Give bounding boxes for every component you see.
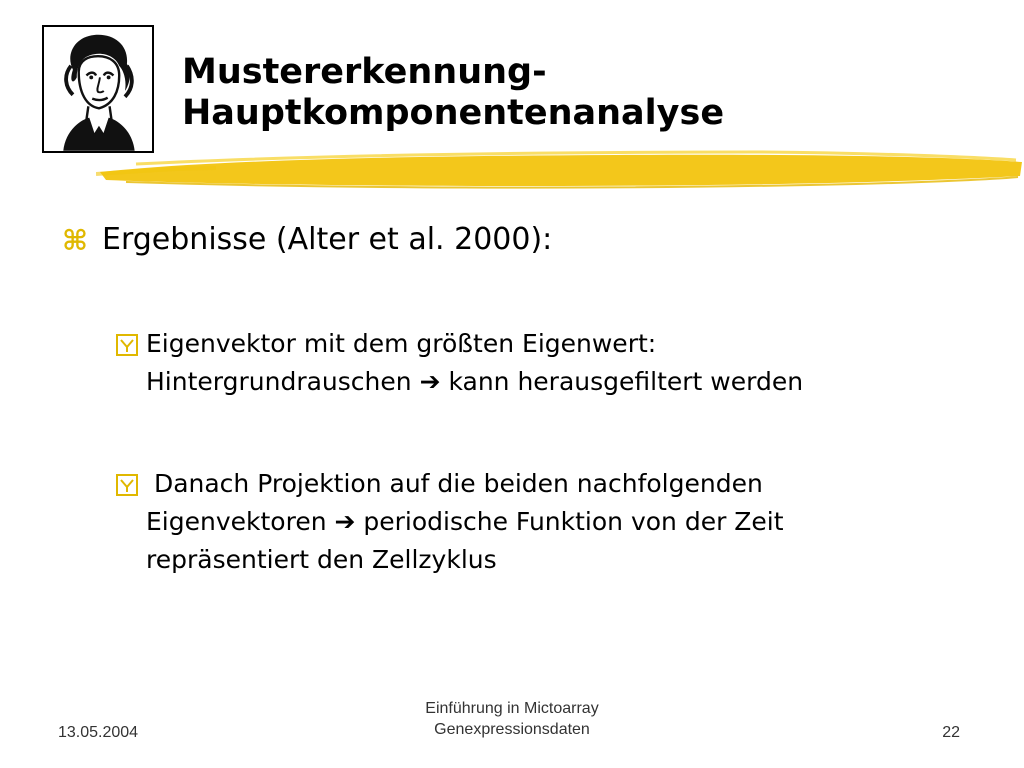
footer-title <box>362 698 662 740</box>
page-number: 22 <box>942 724 960 741</box>
slide-title <box>182 52 982 134</box>
footer-title-line-1: Einführung in Mictoarray <box>425 700 599 717</box>
checkbox-y-icon <box>116 334 138 356</box>
checkbox-y-icon <box>116 474 138 496</box>
footer-date: 13.05.2004 <box>58 724 139 741</box>
sub-bullet-2-line-1: Danach Projektion auf die beiden nachfolgenden <box>146 469 763 498</box>
sub-bullet-2-line-2 <box>116 503 996 541</box>
sub-bullet-1-text-a: Hintergrundrauschen <box>146 367 420 396</box>
main-bullet-text: Ergebnisse (Alter et al. 2000): <box>102 222 553 257</box>
sub-bullet-1 <box>116 325 996 401</box>
sub-bullet-2-line-3: repräsentiert den Zellzyklus <box>146 545 497 574</box>
sub-bullet-2 <box>116 465 996 579</box>
portrait-logo <box>42 25 154 153</box>
title-line-1: Mustererkennung- <box>182 52 547 92</box>
sub-bullet-1-line-1: Eigenvektor mit dem größten Eigenwert: <box>146 329 657 358</box>
z-bullet-icon: ⌘ <box>62 224 88 257</box>
portrait-icon <box>44 27 152 151</box>
arrow-right-icon: ➔ <box>419 367 441 396</box>
sub-bullet-2-text-b: periodische Funktion von der Zeit <box>355 507 784 536</box>
sub-bullet-1-text-b: kann herausgefiltert werden <box>440 367 804 396</box>
title-line-2: Hauptkomponentenanalyse <box>182 93 725 133</box>
sub-bullet-2-text-a: Eigenvektoren <box>146 507 335 536</box>
sub-bullet-1-line-2 <box>116 363 996 401</box>
arrow-right-icon: ➔ <box>334 507 356 536</box>
yellow-brush-stroke <box>96 146 1024 190</box>
footer-title-line-2: Genexpressionsdaten <box>434 721 590 738</box>
